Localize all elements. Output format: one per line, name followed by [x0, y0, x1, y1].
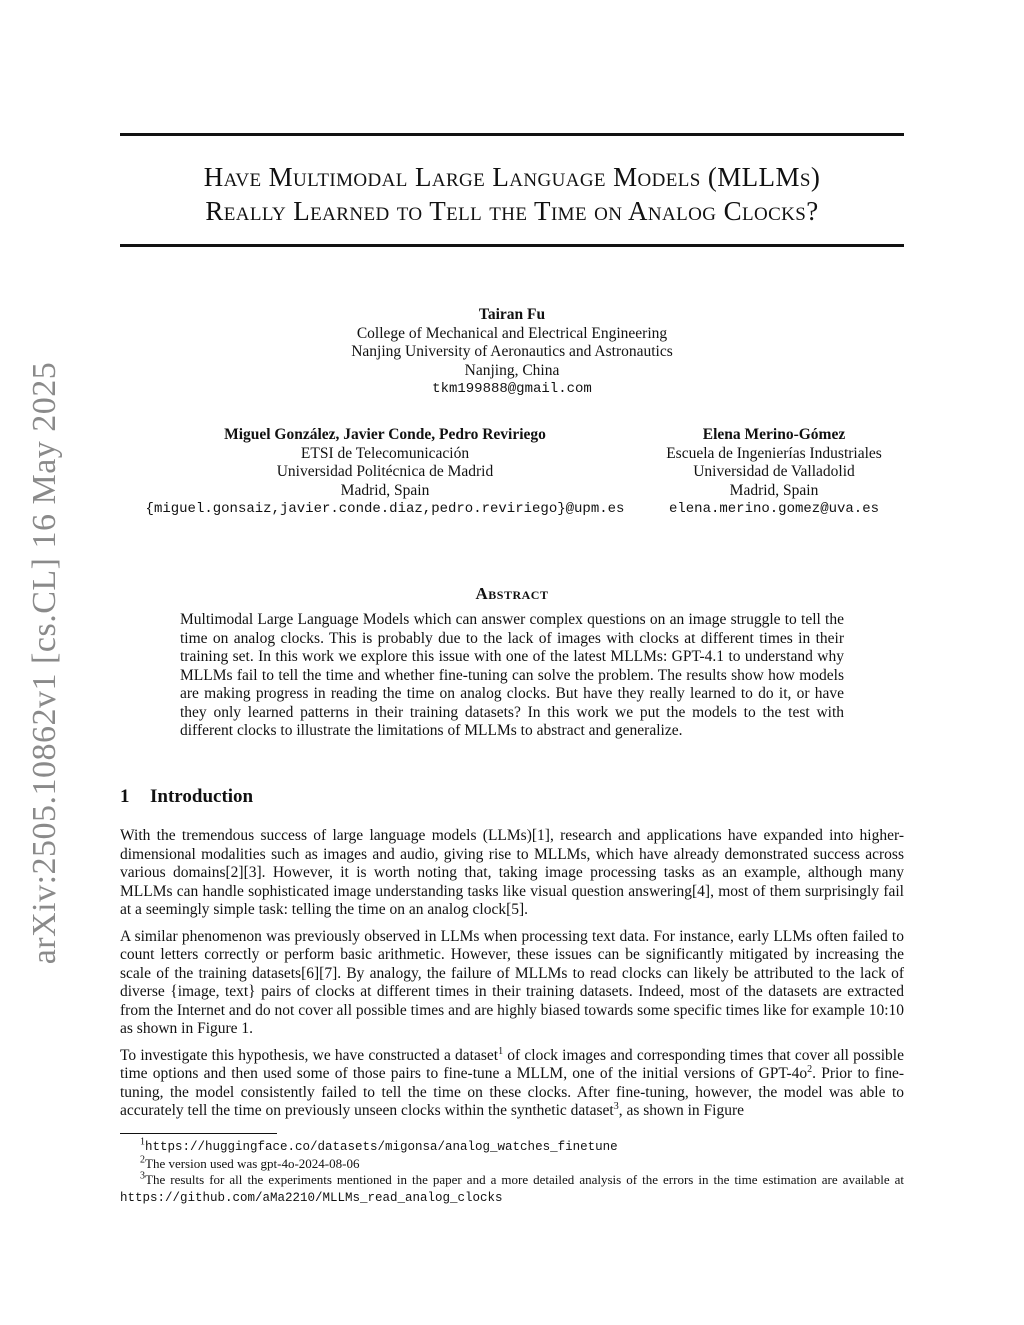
- footnote-ref-1[interactable]: 1: [498, 1045, 504, 1057]
- paragraph-1: With the tremendous success of large language models (LLMs)[1], research and applications have expanded into higher-dimensional modalities such as images and audio, giving rise to MLLMs, which have already demonstrated success across various domains[2][3]. However, it is worth noting that, taking image processing tasks as an example, although many MLLMs can handle sophisticated image understanding tasks like visual question answering[4], most of them surprisingly fail at a seemingly simple task: telling the time on an analog clock[5].: [120, 827, 904, 918]
- author-university: Universidad Politécnica de Madrid: [276, 463, 494, 480]
- footnote-1: $^1$https://huggingface.co/datasets/migonsa/analog_watches_finetune: [140, 1136, 618, 1154]
- author-location: Nanjing, China: [464, 361, 560, 379]
- author-name: Elena Merino-Gómez: [702, 426, 846, 443]
- author-department: Escuela de Ingenierías Industriales: [666, 444, 882, 462]
- author-location: Madrid, Spain: [340, 481, 430, 499]
- author-block-uva: [640, 426, 908, 519]
- footnote-rule: [120, 1133, 277, 1134]
- footnote-3-link[interactable]: https://github.com/aMa2210/MLLMs_read_analog_clocks: [120, 1190, 503, 1205]
- author-email: {miguel.gonsaiz,javier.conde.diaz,pedro.reviriego}@upm.es: [145, 501, 625, 517]
- abstract-text: Multimodal Large Language Models which can answer complex questions on an image struggle to tell the time on analog clocks. This is probably due to the lack of images with clocks at different times in their training set. In this work we explore this issue with one of the latest MLLMs: GPT-4.1 to understand why MLLMs fail to tell the time and whether fine-tuning can solve the problem. The results show how models are making progress in reading the time on analog clocks. But have they really learned to do it, or have they only learned patterns in their training datasets? In this work we put the models to the test with different clocks to illustrate the limitations of MLLMs to abstract and generalize.: [180, 611, 844, 739]
- abstract-heading: Abstract: [475, 584, 549, 603]
- footnote-ref-3[interactable]: 3: [613, 1100, 619, 1112]
- section-heading-introduction: [120, 786, 253, 808]
- title-rule-bottom: [120, 244, 904, 247]
- author-name: Tairan Fu: [478, 306, 546, 323]
- footnote-ref-2[interactable]: 2: [807, 1063, 813, 1075]
- author-name: Miguel González, Javier Conde, Pedro Reviriego: [224, 426, 546, 443]
- author-block-main: [262, 306, 762, 399]
- author-location: Madrid, Spain: [729, 481, 819, 499]
- author-email: elena.merino.gomez@uva.es: [668, 501, 880, 517]
- footnote-1-link[interactable]: https://huggingface.co/datasets/migonsa/analog_watches_finetune: [145, 1140, 618, 1154]
- paragraph-2: A similar phenomenon was previously observed in LLMs when processing text data. For instance, early LLMs often failed to count letters correctly or perform basic arithmetic. However, these issues can be significantly mitigated by increasing the scale of the training datasets[6][7]. By analogy, the failure of MLLMs to read clocks can likely be attributed to the lack of diverse {image, text} pairs of clocks at different times in their training datasets. Indeed, most of the datasets are extracted from the Internet and do not cover all possible times and are highly biased towards some specific times like for example 10:10 as shown in Figure 1.: [120, 927, 904, 1037]
- title-rule-top: [120, 133, 904, 136]
- section-number: 1: [120, 786, 130, 807]
- author-university: Universidad de Valladolid: [693, 463, 855, 480]
- title-line-1: Have Multimodal Large Language Models (MLLMs): [203, 162, 821, 192]
- paragraph-3: To investigate this hypothesis, we have constructed a dataset$^1$ of clock images and corresponding times that cover all possible time options and then used some of those pairs to fine-tune a MLLM, one of the initial versions of GPT-$4o^2$. Prior to fine-tuning, the model consistently failed to tell the time on these clocks. After fine-tuning, however, the model was able to accurately tell the time on previously unseen clocks within the synthetic dataset$^3$, as shown in Figure: [120, 1045, 904, 1119]
- author-block-upm: [120, 426, 650, 519]
- paper-title: [120, 160, 904, 228]
- author-department: College of Mechanical and Electrical Engineering: [356, 324, 668, 342]
- section-title: Introduction: [150, 786, 254, 807]
- arxiv-identifier: arXiv:2505.10862v1 [cs.CL] 16 May 2025: [26, 361, 63, 965]
- author-email: tkm199888@gmail.com: [432, 381, 592, 397]
- introduction-body: [120, 827, 904, 1129]
- author-department: ETSI de Telecomunicación: [300, 444, 470, 462]
- author-university: Nanjing University of Aeronautics and Astronautics: [351, 343, 673, 360]
- footnote-2: $^2$The version used was gpt-4o-2024-08-06: [140, 1154, 360, 1171]
- title-line-2: Really Learned to Tell the Time on Analog Clocks?: [205, 196, 819, 226]
- footnote-3: $^3$The results for all the experiments mentioned in the paper and a more detailed analysis of the errors in the time estimation are available at https://github.com/aMa2210/MLLMs_read_analog_clocks: [120, 1170, 904, 1205]
- footnotes: [120, 1138, 904, 1206]
